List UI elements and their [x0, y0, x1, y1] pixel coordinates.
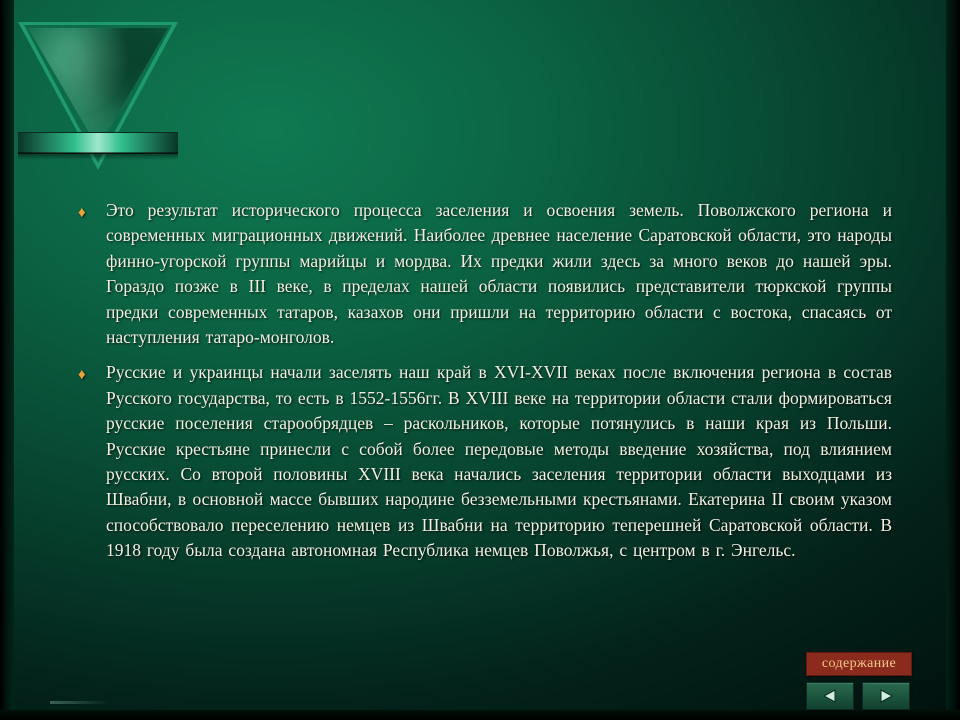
previous-slide-button[interactable] — [806, 682, 854, 710]
diamond-bullet-icon: ♦ — [78, 367, 86, 384]
bottom-edge-band — [0, 710, 960, 720]
right-edge-band — [946, 0, 960, 720]
arrow-button-group — [806, 682, 916, 710]
decorative-line — [50, 701, 110, 704]
bullet-paragraph — [70, 198, 892, 350]
bullet-paragraph-text: Русские и украинцы начали заселять наш край в XVI-XVII веках после включения региона в состав Русского государства, то есть в 1552-1556гг. В XVIII веке на территории области стали формироваться русские поселения старообрядцев – раскольников, которые потянулись в наши края из Польши. Русские крестьяне принесли с собой более передовые методы введение хозяйства, под влиянием русских. Со второй половины XVIII века начались заселения территории области выходцами из Швабни, в основной массе бывших народине безземельными крестьянами. Екатерина II своим указом способствовало переселению немцев из Швабни на территорию теперешней Саратовской области. В 1918 году была создана автономная Республика немцев Поволжья, с центром в г. Энгельс. — [106, 362, 892, 561]
next-slide-button[interactable] — [862, 682, 910, 710]
logo-bar-shadow — [18, 152, 178, 160]
left-edge-band — [0, 0, 14, 720]
logo-highlight-bar — [18, 132, 178, 154]
slide-body — [70, 198, 892, 574]
contents-button[interactable]: содержание — [806, 652, 912, 676]
bullet-paragraph — [70, 360, 892, 563]
slide-navigation — [806, 652, 916, 710]
triangle-logo — [18, 22, 178, 172]
bullet-paragraph-text: Это результат исторического процесса заселения и освоения земель. Поволжского региона и современных миграционных движений. Наиболее древнее население Саратовской области, это народы финно-угорской группы марийцы и мордва. Их предки жили здесь за много веков до нашей эры. Гораздо позже в III веке, в пределах нашей области появились представители тюркской группы предки современных татаров, казахов они пришли на территорию области с востока, спасаясь от наступления татаро-монголов. — [106, 200, 892, 348]
triangle-right-icon — [878, 689, 894, 703]
diamond-bullet-icon: ♦ — [78, 205, 86, 221]
triangle-left-icon — [822, 689, 838, 703]
